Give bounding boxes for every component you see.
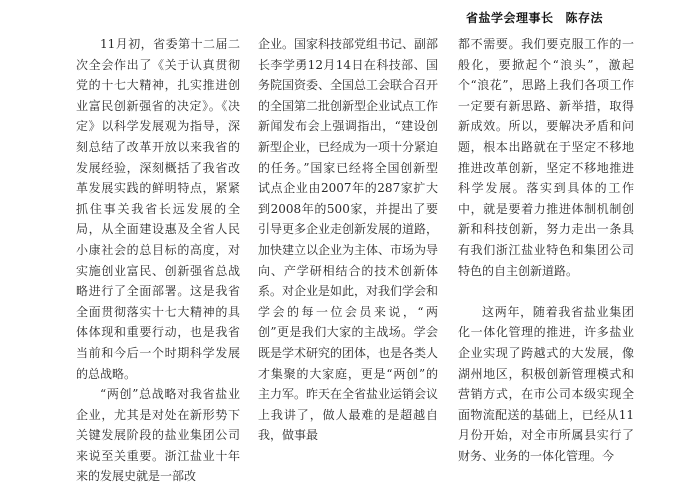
paragraph: “两创”总战略对我省盐业企业，尤其是对处在新形势下关键发展阶段的盐业集团公司来说至关重要。浙江盐业十年来的发展史就是一部改: [76, 387, 240, 484]
paragraph: 都不需要。我们要克服工作的一般化，要掀起个“浪头”，激起个“浪花”，思路上我们各项工作一定要有新思路、新举措，取得新成效。所以，要解决矛盾和问题，根本出路就在于坚定不移地推进改革创新，坚定不移地推进科学发展。落实到具体的工作中，就是要着力推进体制机制创新和科技创新，努力走出一条具有我们浙江盐业特色和集团公司特色的自主创新道路。: [458, 37, 634, 278]
paragraph: 这两年，随着我省盐业集团化一体化管理的推进，许多盐业企业实现了跨越式的大发展，像湖州地区，积极创新管理模式和营销方式，在市公司本级实现全面物流配送的基础上，已经从11月份开始，对全市所属县实行了财务、业务的一体化管理。今: [458, 304, 634, 463]
paragraph: 11月初，省委第十二届二次全会作出了《关于认真贯彻党的十七大精神，扎实推进创业富民创新强省的决定》。《决定》以科学发展观为指导，深刻总结了改革开放以来我省的发展经验，深刻概括了我省改革发展实践的鲜明特点，紧紧抓住事关我省长远发展的全局，从全面建设惠及全省人民小康社会的总目标的高度，对实施创业富民、创新强省总战略进行了全面部署。这是我省全面贯彻落实十七大精神的具体体现和重要行动，也是我省当前和今后一个时期科学发展的总战略。: [76, 37, 240, 381]
text-column-3: [458, 34, 634, 466]
byline: [466, 9, 603, 26]
text-column-1: [76, 34, 240, 487]
author-title: 省盐学会理事长: [466, 11, 554, 25]
author-name: 陈存法: [565, 11, 604, 25]
text-column-2: [258, 34, 438, 446]
paragraph: 企业。国家科技部党组书记、副部长李学勇12月14日在科技部、国务院国资委、全国总工会联合召开的全国第二批创新型企业试点工作新闻发布会上强调指出，“建设创新型企业，已经成为一项十分紧迫的任务。”国家已经将全国创新型试点企业由2007年的287家扩大到2008年的500家，并提出了要引导更多企业走创新发展的道路，加快建立以企业为主体、市场为导向、产学研相结合的技术创新体系。对企业是如此，对我们学会和学会的每一位会员来说，“两创”更是我们大家的主战场。学会既是学术研究的团体，也是各类人才集聚的大家庭，更是“两创”的主力军。昨天在全省盐业运销会议上我讲了，做人最难的是超越自我，做事最: [258, 37, 439, 443]
